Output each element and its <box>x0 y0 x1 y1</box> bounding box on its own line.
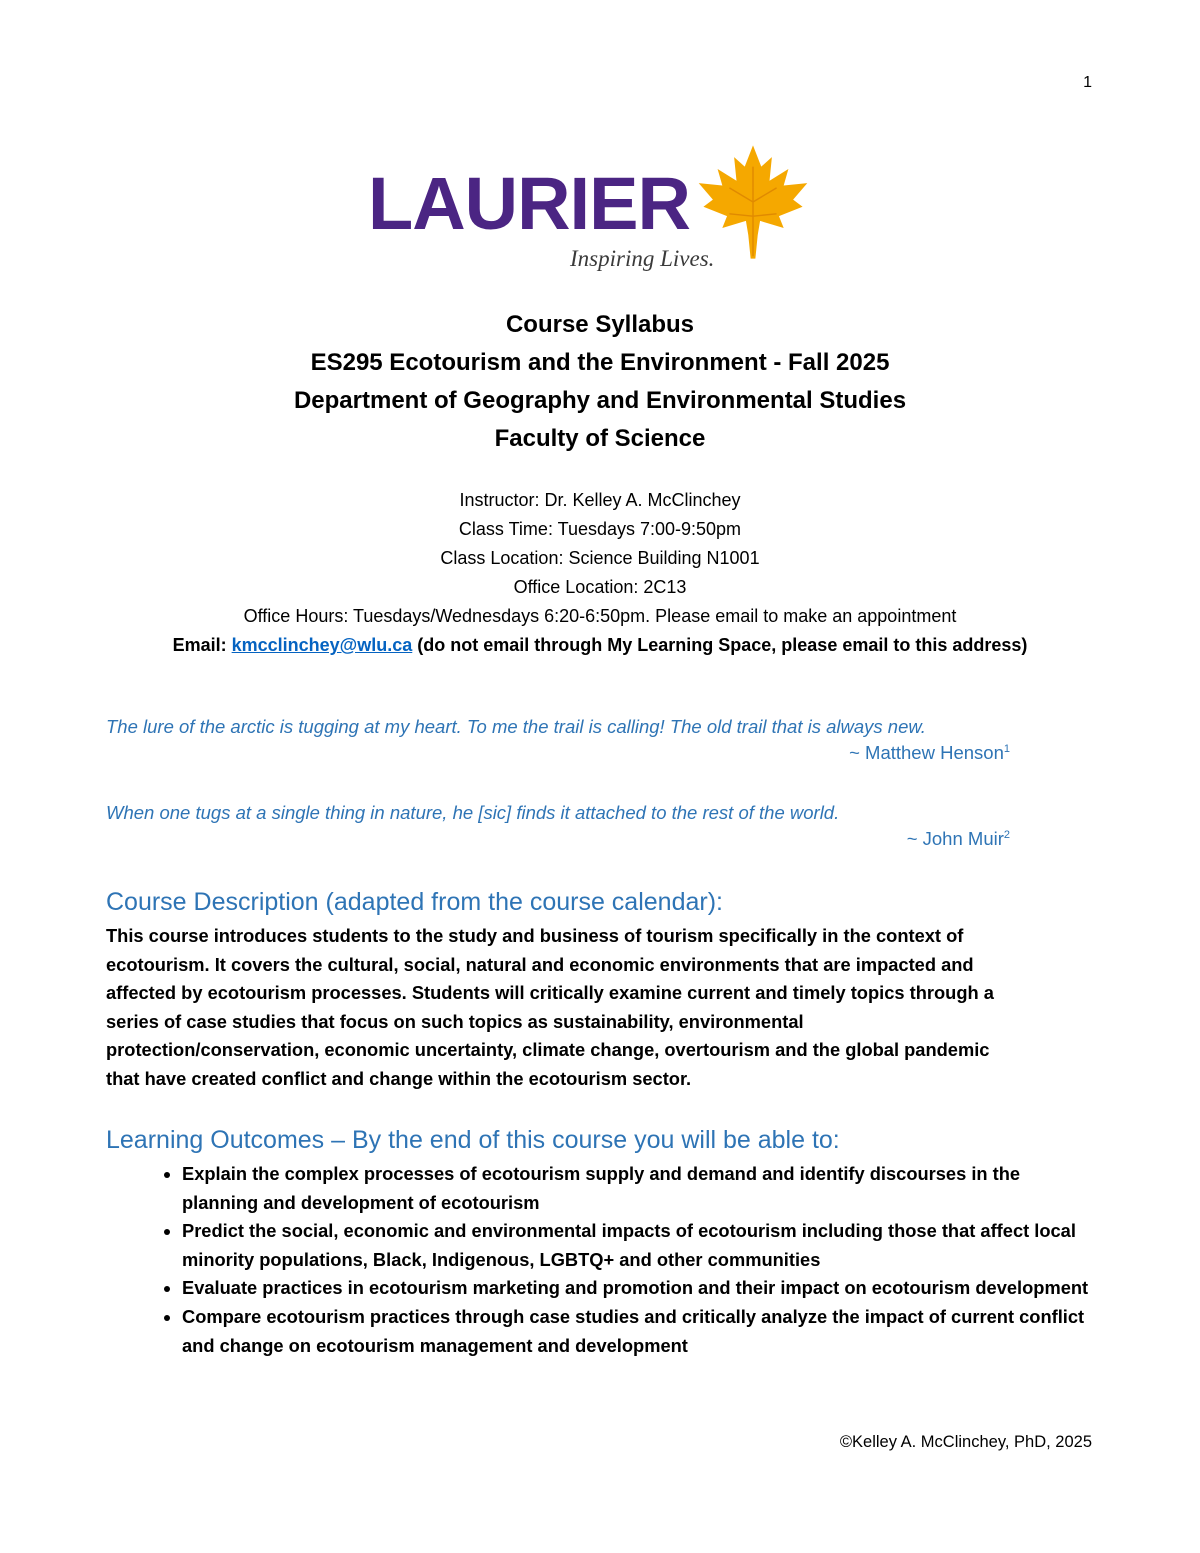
outcomes-list <box>106 1160 1096 1360</box>
quote-muir <box>106 802 1106 850</box>
section-heading: Learning Outcomes – By the end of this course you will be able to: <box>106 1126 840 1154</box>
course-info <box>0 486 1200 660</box>
office-hours: Office Hours: Tuesdays/Wednesdays 6:20-6:50pm. Please email to make an appointment <box>243 606 957 626</box>
email-line <box>0 631 1200 660</box>
list-item: • Compare ecotourism practices through case studies and critically analyze the impact of current conflict and change on ecotourism management and development <box>182 1303 1096 1360</box>
instructor: Instructor: Dr. Kelley A. McClinchey <box>459 490 741 510</box>
logo-tagline: Inspiring Lives. <box>570 246 715 271</box>
section-heading: Course Description (adapted from the course calendar): <box>106 888 723 916</box>
laurier-logo <box>368 143 813 278</box>
course-description-section <box>106 886 1096 1094</box>
email-link[interactable]: kmcclinchey@wlu.ca <box>231 635 413 655</box>
course-description-text: This course introduces students to the study and business of tourism specifically in the context of ecotourism. It covers the cultural, social, natural and economic environments that are impacted and affected by ecotourism processes. Students will critically examine current and timely topics through a series of case studies that focus on such topics as sustainability, environmental protection/conservation, economic uncertainty, climate change, overtourism and the global pandemic that have created conflict and change within the ecotourism sector. <box>106 925 994 1089</box>
quote-henson <box>106 716 1106 764</box>
list-item: • Evaluate practices in ecotourism marketing and promotion and their impact on ecotourism development <box>182 1274 1096 1303</box>
list-item: • Predict the social, economic and environmental impacts of ecotourism including those that affect local minority populations, Black, Indigenous, LGBTQ+ and other communities <box>182 1217 1096 1274</box>
learning-outcomes-section <box>106 1124 1096 1360</box>
office-location: Office Location: 2C13 <box>513 577 687 597</box>
faculty-title: Faculty of Science <box>494 425 706 452</box>
email-label: Email: <box>172 635 232 655</box>
footnote-marker[interactable]: 1 <box>1003 742 1010 755</box>
maple-leaf-icon <box>694 143 812 261</box>
syllabus-title: Course Syllabus <box>505 311 695 338</box>
quote-text: When one tugs at a single thing in nature, he [sic] finds it attached to the rest of the world. <box>106 802 840 823</box>
logo-wordmark: LAURIER <box>368 162 690 245</box>
class-location: Class Location: Science Building N1001 <box>440 548 760 568</box>
page-number: 1 <box>1083 74 1092 91</box>
quote-text: The lure of the arctic is tugging at my heart. To me the trail is calling! The old trail that is always new. <box>106 716 926 737</box>
department-title: Department of Geography and Environmental Studies <box>293 387 907 414</box>
title-block <box>0 306 1200 458</box>
quote-author: ~ John Muir$^2$ <box>906 828 1010 849</box>
copyright-footer: ©Kelley A. McClinchey, PhD, 2025 <box>839 1433 1092 1451</box>
email-note: (do not email through My Learning Space, please email to this address) <box>412 635 1028 655</box>
class-time: Class Time: Tuesdays 7:00-9:50pm <box>458 519 742 539</box>
footnote-marker[interactable]: 2 <box>1003 828 1010 841</box>
course-title: ES295 Ecotourism and the Environment - Fall 2025 <box>310 349 890 376</box>
list-item: • Explain the complex processes of ecotourism supply and demand and identify discourses in the planning and development of ecotourism <box>182 1160 1096 1217</box>
quote-author: ~ Matthew Henson$^1$ <box>849 742 1010 763</box>
